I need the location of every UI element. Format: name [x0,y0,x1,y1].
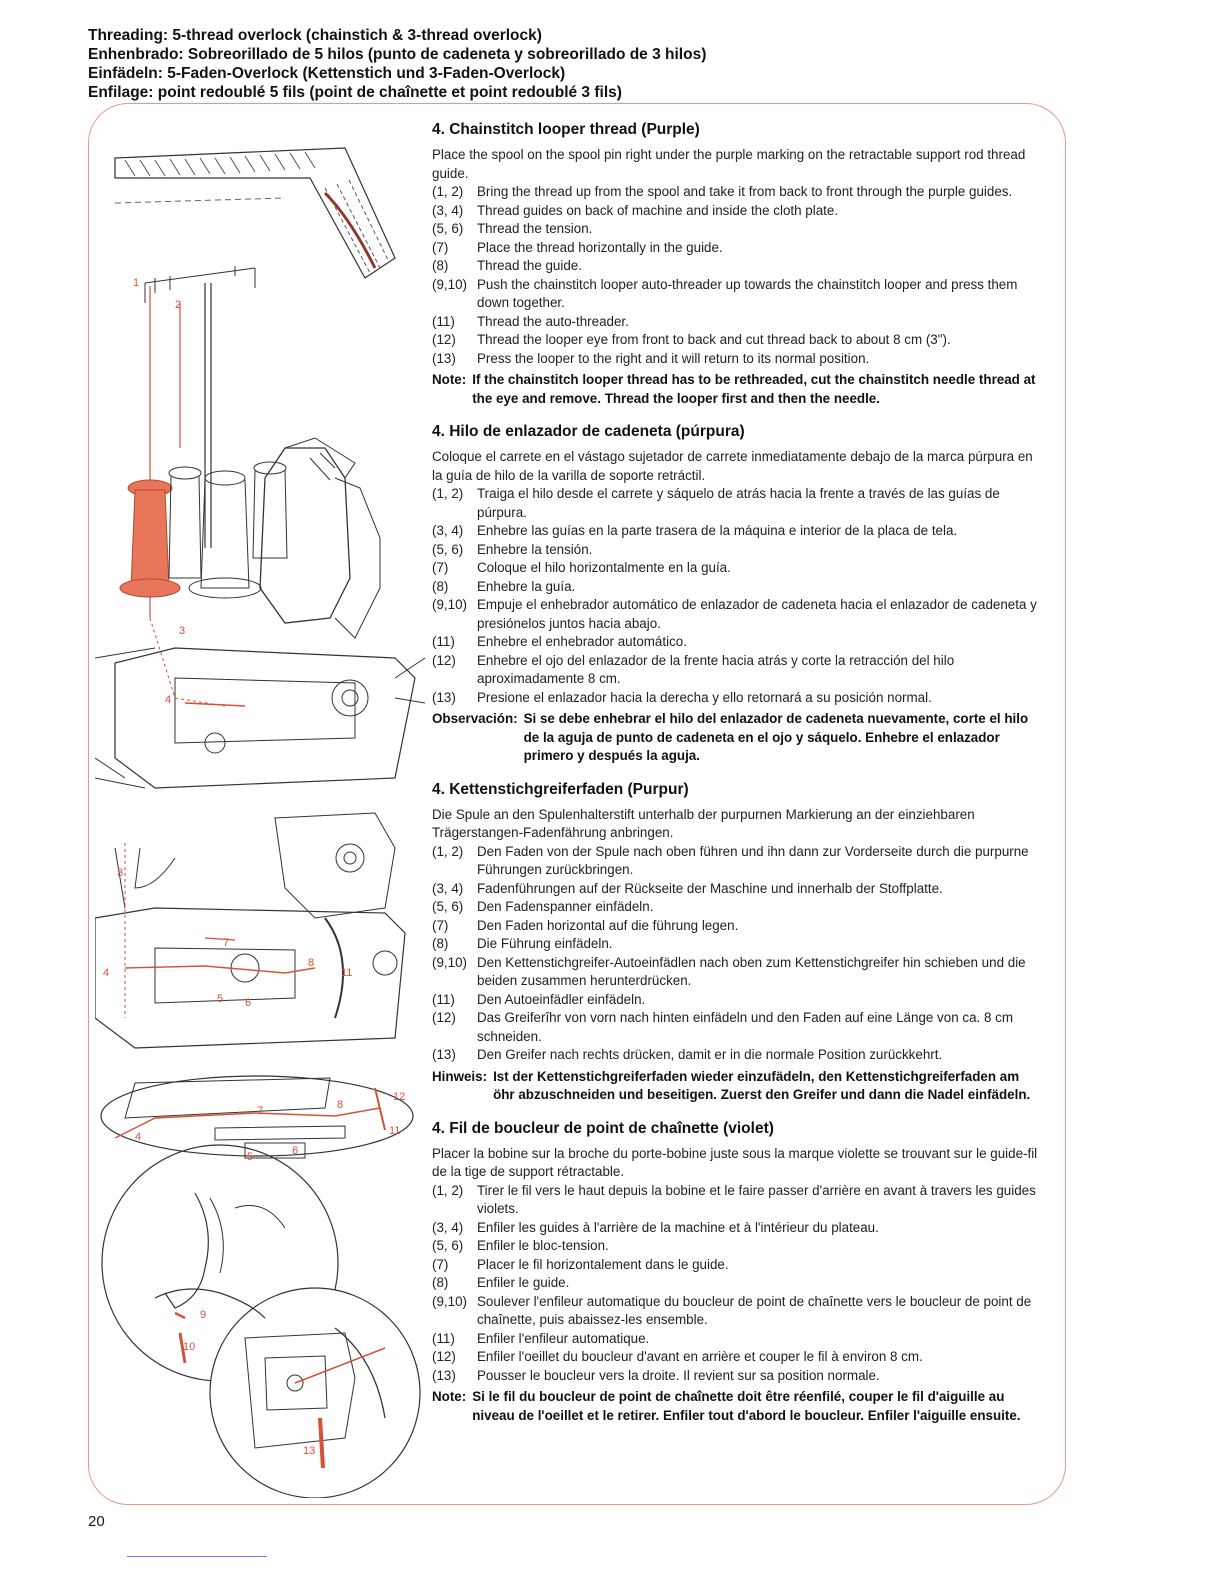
step-item [432,1367,1042,1386]
step-item [432,1256,1042,1275]
step-text: Soulever l'enfileur automatique du boucleur de point de chaînette vers le boucleur de point de chaînette, puis abaissez-les ensemble. [477,1293,1032,1327]
step-number: (12) [432,652,456,668]
step-text: Placer le fil horizontalement dans le guide. [477,1256,729,1272]
step-text: Thread the guide. [477,258,582,273]
step-item [432,257,1042,276]
step-text: Enhebre la guía. [477,578,576,594]
step-number: (12) [432,332,456,347]
step-number: (1, 2) [432,1182,464,1198]
step-item [432,522,1042,541]
section-note [432,1068,1042,1105]
step-number: (1, 2) [432,486,464,501]
section-title: 4. Chainstitch looper thread (Purple) [432,121,700,138]
illustrations [95,118,430,1498]
step-number: (3, 4) [432,523,464,538]
step-number: (7) [432,560,449,575]
figure-machine-overview [95,148,425,788]
section-intro: Die Spule an den Spulenhalterstift unterhalb der purpurnen Markierung an der einziehbaren Trägerstangen-Fadenfährung anbringen. [432,806,975,840]
step-item [432,541,1042,560]
step-item [432,1182,1042,1219]
section-note [432,710,1042,766]
step-number: (13) [432,689,456,705]
step-number: (11) [432,1330,455,1346]
step-item [432,485,1042,522]
figure-label: 12 [393,1091,406,1103]
section-intro: Placer la bobine sur la broche du porte-bobine juste sous la marque violette se trouvant sur le guide-fil de la tige de support rétractable. [432,1145,1038,1179]
figure-label: 8 [337,1099,344,1111]
step-item [432,239,1042,258]
step-item [432,202,1042,221]
figure-auto-threader [102,1145,420,1498]
section-german [432,780,1042,1105]
step-number: (3, 4) [432,1219,464,1235]
figure-label: 3 [179,625,186,637]
step-item [432,1219,1042,1238]
heading-english: Threading: 5-thread overlock (chainstich & 3-thread overlock) [88,27,542,44]
step-item [432,596,1042,633]
step-text: Thread the tension. [477,221,593,236]
step-text: Tirer le fil vers le haut depuis la bobine et le faire passer d'arrière en avant à travers les guides violets. [477,1182,1036,1216]
section-note [432,1388,1042,1425]
step-item [432,183,1042,202]
figure-label: 5 [247,1151,254,1163]
step-number: (11) [432,313,455,329]
step-text: Enhebre el ojo del enlazador de la frente hacia atrás y corte la retracción del hilo aproximadamente 8 cm. [477,652,955,686]
step-text: Die Führung einfädeln. [477,936,613,951]
figure-label: 5 [217,993,224,1005]
figure-label: 3 [117,867,124,879]
step-text: Thread the auto-threader. [477,313,629,329]
step-item [432,220,1042,239]
step-text: Fadenführungen auf der Rückseite der Maschine und innerhalb der Stoffplatte. [477,880,943,896]
step-text: Thread guides on back of machine and inside the cloth plate. [477,202,839,218]
step-item [432,843,1042,880]
step-number: (5, 6) [432,221,464,236]
step-text: Enfiler l'enfileur automatique. [477,1330,650,1346]
step-item [432,578,1042,597]
page-number: 20 [88,1513,105,1530]
figure-label: 11 [389,1125,401,1137]
section-title: 4. Kettenstichgreiferfaden (Purpur) [432,780,689,798]
step-text: Den Greifer nach rechts drücken, damit er in die normale Position zurückkehrt. [477,1047,943,1062]
figure-detail-oval [101,1076,413,1158]
step-number: (8) [432,936,449,951]
figure-label: 7 [257,1105,264,1117]
note-text: Si le fil du boucleur de point de chaînette doit être réenfilé, couper le fil d'aiguille au niveau de l'oeillet et le retirer. Enfiler tout d'abord le boucleur. Enfiler l'aiguille ensuite. [472,1389,1021,1423]
step-number: (5, 6) [432,899,464,914]
figure-label: 2 [175,299,182,311]
step-item [432,331,1042,350]
section-english [432,120,1042,408]
step-item [432,880,1042,899]
step-item [432,954,1042,991]
step-number: (13) [432,1367,456,1383]
step-item [432,276,1042,313]
note-label: Observación: [432,711,518,726]
figure-label: 7 [223,937,230,949]
step-number: (7) [432,917,449,933]
note-text: Ist der Kettenstichgreiferfaden wieder einzufädeln, den Kettenstichgreiferfaden am öhr abzuschneiden und beseitigen. Zuerst den Greifer und dann die Nadel einfädeln. [493,1068,1031,1102]
step-number: (3, 4) [432,202,464,218]
step-text: Enfiler le guide. [477,1275,570,1290]
step-text: Presione el enlazador hacia la derecha y ello retornará a su posición normal. [477,689,932,705]
step-item [432,350,1042,369]
heading-german: Einfädeln: 5-Faden-Overlock (Kettenstich und 3-Faden-Overlock) [88,65,566,82]
note-text: Si se debe enhebrar el hilo del enlazador de cadeneta nuevamente, corte el hilo de la aguja de punto de cadeneta en el ojo y sáquelo. Enhebre el enlazador primero y después la aguja. [523,711,1029,763]
figure-label: 11 [341,967,353,979]
step-number: (9,10) [432,597,467,612]
section-title: 4. Fil de boucleur de point de chaînette (violet) [432,1119,774,1137]
step-item [432,559,1042,578]
section-title: 4. Hilo de enlazador de cadeneta (púrpura) [432,423,745,440]
step-number: (13) [432,1047,456,1062]
section-note [432,371,1042,408]
step-text: Enfiler l'oeillet du boucleur d'avant en arrière et couper le fil à environ 8 cm. [477,1349,923,1364]
step-text: Das Greiferîhr von vorn nach hinten einfädeln und den Faden auf eine Länge von ca. 8 cm schneiden. [477,1010,1013,1044]
step-text: Bring the thread up from the spool and take it from back to front through the purple guides. [477,184,1013,199]
step-text: Place the thread horizontally in the guide. [477,239,723,255]
step-text: Enhebre el enhebrador automático. [477,634,687,649]
step-item [432,652,1042,689]
step-item [432,313,1042,332]
heading-spanish: Enhenbrado: Sobreorillado de 5 hilos (punto de cadeneta y sobreorillado de 3 hilos) [88,46,707,63]
step-text: Den Kettenstichgreifer-Autoeinfädlen nach oben zum Kettenstichgreifer hin schieben und die beiden zusammen herunterdrücken. [477,954,1026,988]
figure-looper-area [95,813,405,1048]
step-text: Den Faden von der Spule nach oben führen und ihn dann zur Vorderseite durch die purpurne Führungen zurückbringen. [477,843,1029,877]
figure-label: 8 [308,957,315,969]
step-number: (9,10) [432,954,467,970]
step-text: Empuje el enhebrador automático de enlazador de cadeneta hacia el enlazador de cadeneta y presiónelos juntos hacia abajo. [477,597,1037,631]
step-number: (12) [432,1349,456,1364]
step-number: (1, 2) [432,184,464,199]
figure-label: 1 [133,277,140,289]
step-number: (8) [432,258,449,273]
step-number: (7) [432,1256,449,1272]
step-number: (1, 2) [432,843,464,859]
note-text: If the chainstitch looper thread has to be rethreaded, cut the chainstitch needle thread at the eye and remove. Thread the looper first and then the needle. [472,372,1036,406]
figure-label: 4 [165,694,172,706]
step-text: Pousser le boucleur vers la droite. Il revient sur sa position normale. [477,1367,880,1383]
step-number: (11) [432,634,455,649]
heading-french: Enfilage: point redoublé 5 fils (point de chaînette et point redoublé 3 fils) [88,84,622,101]
step-number: (3, 4) [432,880,464,896]
step-number: (9,10) [432,1293,467,1309]
step-number: (7) [432,239,449,255]
step-item [432,1274,1042,1293]
step-item [432,917,1042,936]
note-label: Note: [432,1389,467,1404]
step-number: (9,10) [432,276,467,292]
instructions [432,118,1042,1439]
step-text: Enhebre las guías en la parte trasera de la máquina e interior de la placa de tela. [477,523,958,538]
step-number: (5, 6) [432,1238,464,1253]
figure-label: 13 [303,1445,316,1457]
step-item [432,898,1042,917]
step-item [432,1046,1042,1065]
step-text: Den Faden horizontal auf die führung legen. [477,917,739,933]
step-text: Press the looper to the right and it will return to its normal position. [477,350,870,366]
step-number: (5, 6) [432,541,464,557]
step-number: (8) [432,578,449,594]
step-item [432,1348,1042,1367]
figure-label: 4 [103,967,110,979]
figure-label: 6 [292,1145,299,1157]
step-item [432,1330,1042,1349]
step-text: Thread the looper eye from front to back and cut thread back to about 8 cm (3"). [477,332,951,347]
step-number: (8) [432,1275,449,1290]
step-text: Coloque el hilo horizontalmente en la guía. [477,560,731,575]
step-number: (12) [432,1010,456,1025]
note-label: Hinweis: [432,1068,488,1084]
step-item [432,1237,1042,1256]
step-item [432,689,1042,708]
section-french [432,1119,1042,1426]
step-item [432,633,1042,652]
section-intro: Place the spool on the spool pin right under the purple marking on the retractable support rod thread guide. [432,147,1026,181]
figure-label: 10 [183,1341,196,1353]
section-intro: Coloque el carrete en el vástago sujetador de carrete inmediatamente debajo de la marca púrpura en la guía de hilo de la varilla de soporte retráctil. [432,449,1033,483]
note-label: Note: [432,372,467,387]
step-text: Den Fadenspanner einfädeln. [477,899,654,914]
step-number: (11) [432,991,455,1007]
step-number: (13) [432,350,456,366]
step-item [432,1009,1042,1046]
footer-rule [127,1556,267,1557]
step-text: Enfiler les guides à l'arrière de la machine et à l'intérieur du plateau. [477,1219,879,1235]
figure-label: 6 [245,997,252,1009]
step-text: Den Autoeinfädler einfädeln. [477,991,646,1007]
step-text: Enhebre la tensión. [477,541,593,557]
figure-label: 9 [200,1309,207,1321]
step-text: Traiga el hilo desde el carrete y sáquelo de atrás hacia la frente a través de las guías de púrpura. [477,486,1000,520]
figure-label: 4 [135,1131,142,1143]
section-spanish [432,422,1042,766]
step-item [432,935,1042,954]
step-text: Push the chainstitch looper auto-threader up towards the chainstitch looper and press them down together. [477,276,1018,310]
step-item [432,991,1042,1010]
step-item [432,1293,1042,1330]
step-text: Enfiler le bloc-tension. [477,1238,609,1253]
page-headings [88,26,1088,102]
